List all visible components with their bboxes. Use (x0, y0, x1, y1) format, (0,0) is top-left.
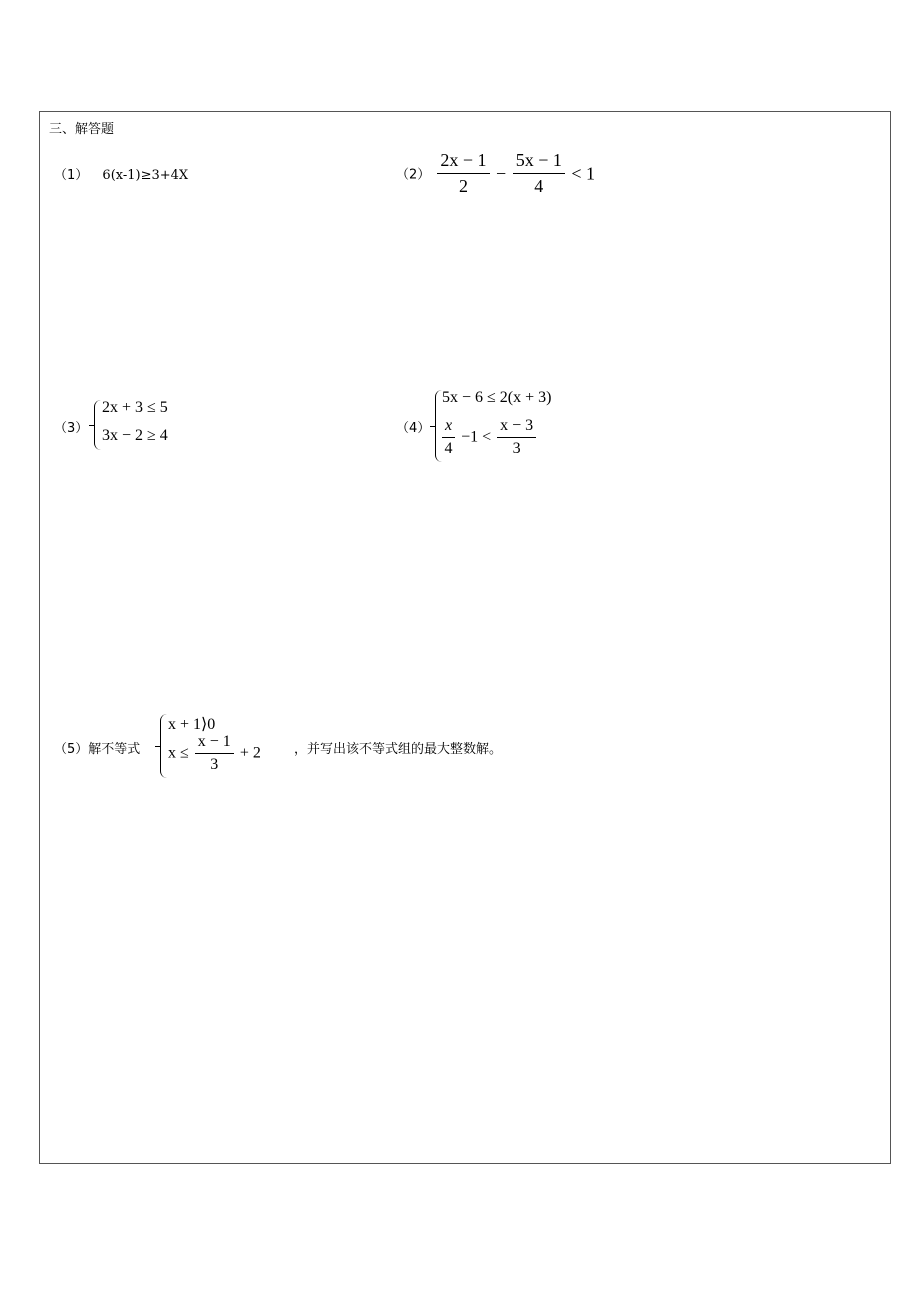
fraction-denominator: 4 (444, 440, 453, 457)
problem-4-fraction-1 (442, 417, 455, 458)
problem-5-number: （5） (54, 742, 89, 757)
inequality-tail: + 2 (239, 744, 261, 762)
problem-3-number: （3） (54, 421, 89, 436)
brace-icon (160, 714, 167, 778)
problem-5-suffix: ，并写出该不等式组的最大整数解。 (294, 742, 503, 757)
problem-5-fraction (195, 733, 234, 774)
problem-5-prefix: 解不等式 (88, 742, 141, 757)
inequality-middle: −1 < (461, 428, 492, 446)
problem-1-number: （1） (54, 168, 89, 183)
problem-4-line-1: 5x − 6 ≤ 2(x + 3) (442, 389, 552, 406)
brace-icon (94, 400, 101, 450)
fraction-denominator: 3 (512, 440, 521, 457)
problem-4-line-2 (440, 417, 538, 458)
problem-2-fraction-2 (513, 150, 565, 197)
fraction-denominator: 2 (458, 176, 468, 196)
inequality-lead: x ≤ (168, 744, 189, 762)
answer-box (39, 111, 891, 1164)
problem-3-line-1: 2x + 3 ≤ 5 (102, 399, 168, 416)
fraction-numerator: 5x − 1 (513, 150, 565, 174)
fraction-numerator: 2x − 1 (437, 150, 489, 174)
problem-4-number: （4） (396, 421, 431, 436)
problem-5-line-2 (168, 733, 261, 774)
problem-1 (54, 164, 188, 183)
problem-5-line-1: x + 1⟩0 (168, 716, 216, 733)
inequality-relation: < 1 (571, 163, 595, 183)
problem-2 (396, 150, 595, 197)
fraction-denominator: 4 (534, 176, 544, 196)
problem-3-line-2: 3x − 2 ≥ 4 (102, 427, 168, 444)
fraction-denominator: 3 (210, 756, 219, 773)
fraction-numerator: x − 1 (195, 733, 234, 754)
problem-2-number: （2） (396, 167, 431, 183)
fraction-numerator: x − 3 (497, 417, 536, 438)
section-title: 三、解答题 (49, 122, 115, 137)
problem-2-fraction-1 (437, 150, 489, 197)
problem-4-fraction-2 (497, 417, 536, 458)
problem-1-expression: 6(x-1)≥3+4X (102, 168, 189, 183)
problem-5-lead (54, 738, 140, 757)
fraction-numerator: x (442, 417, 455, 438)
minus-operator: − (496, 163, 507, 183)
